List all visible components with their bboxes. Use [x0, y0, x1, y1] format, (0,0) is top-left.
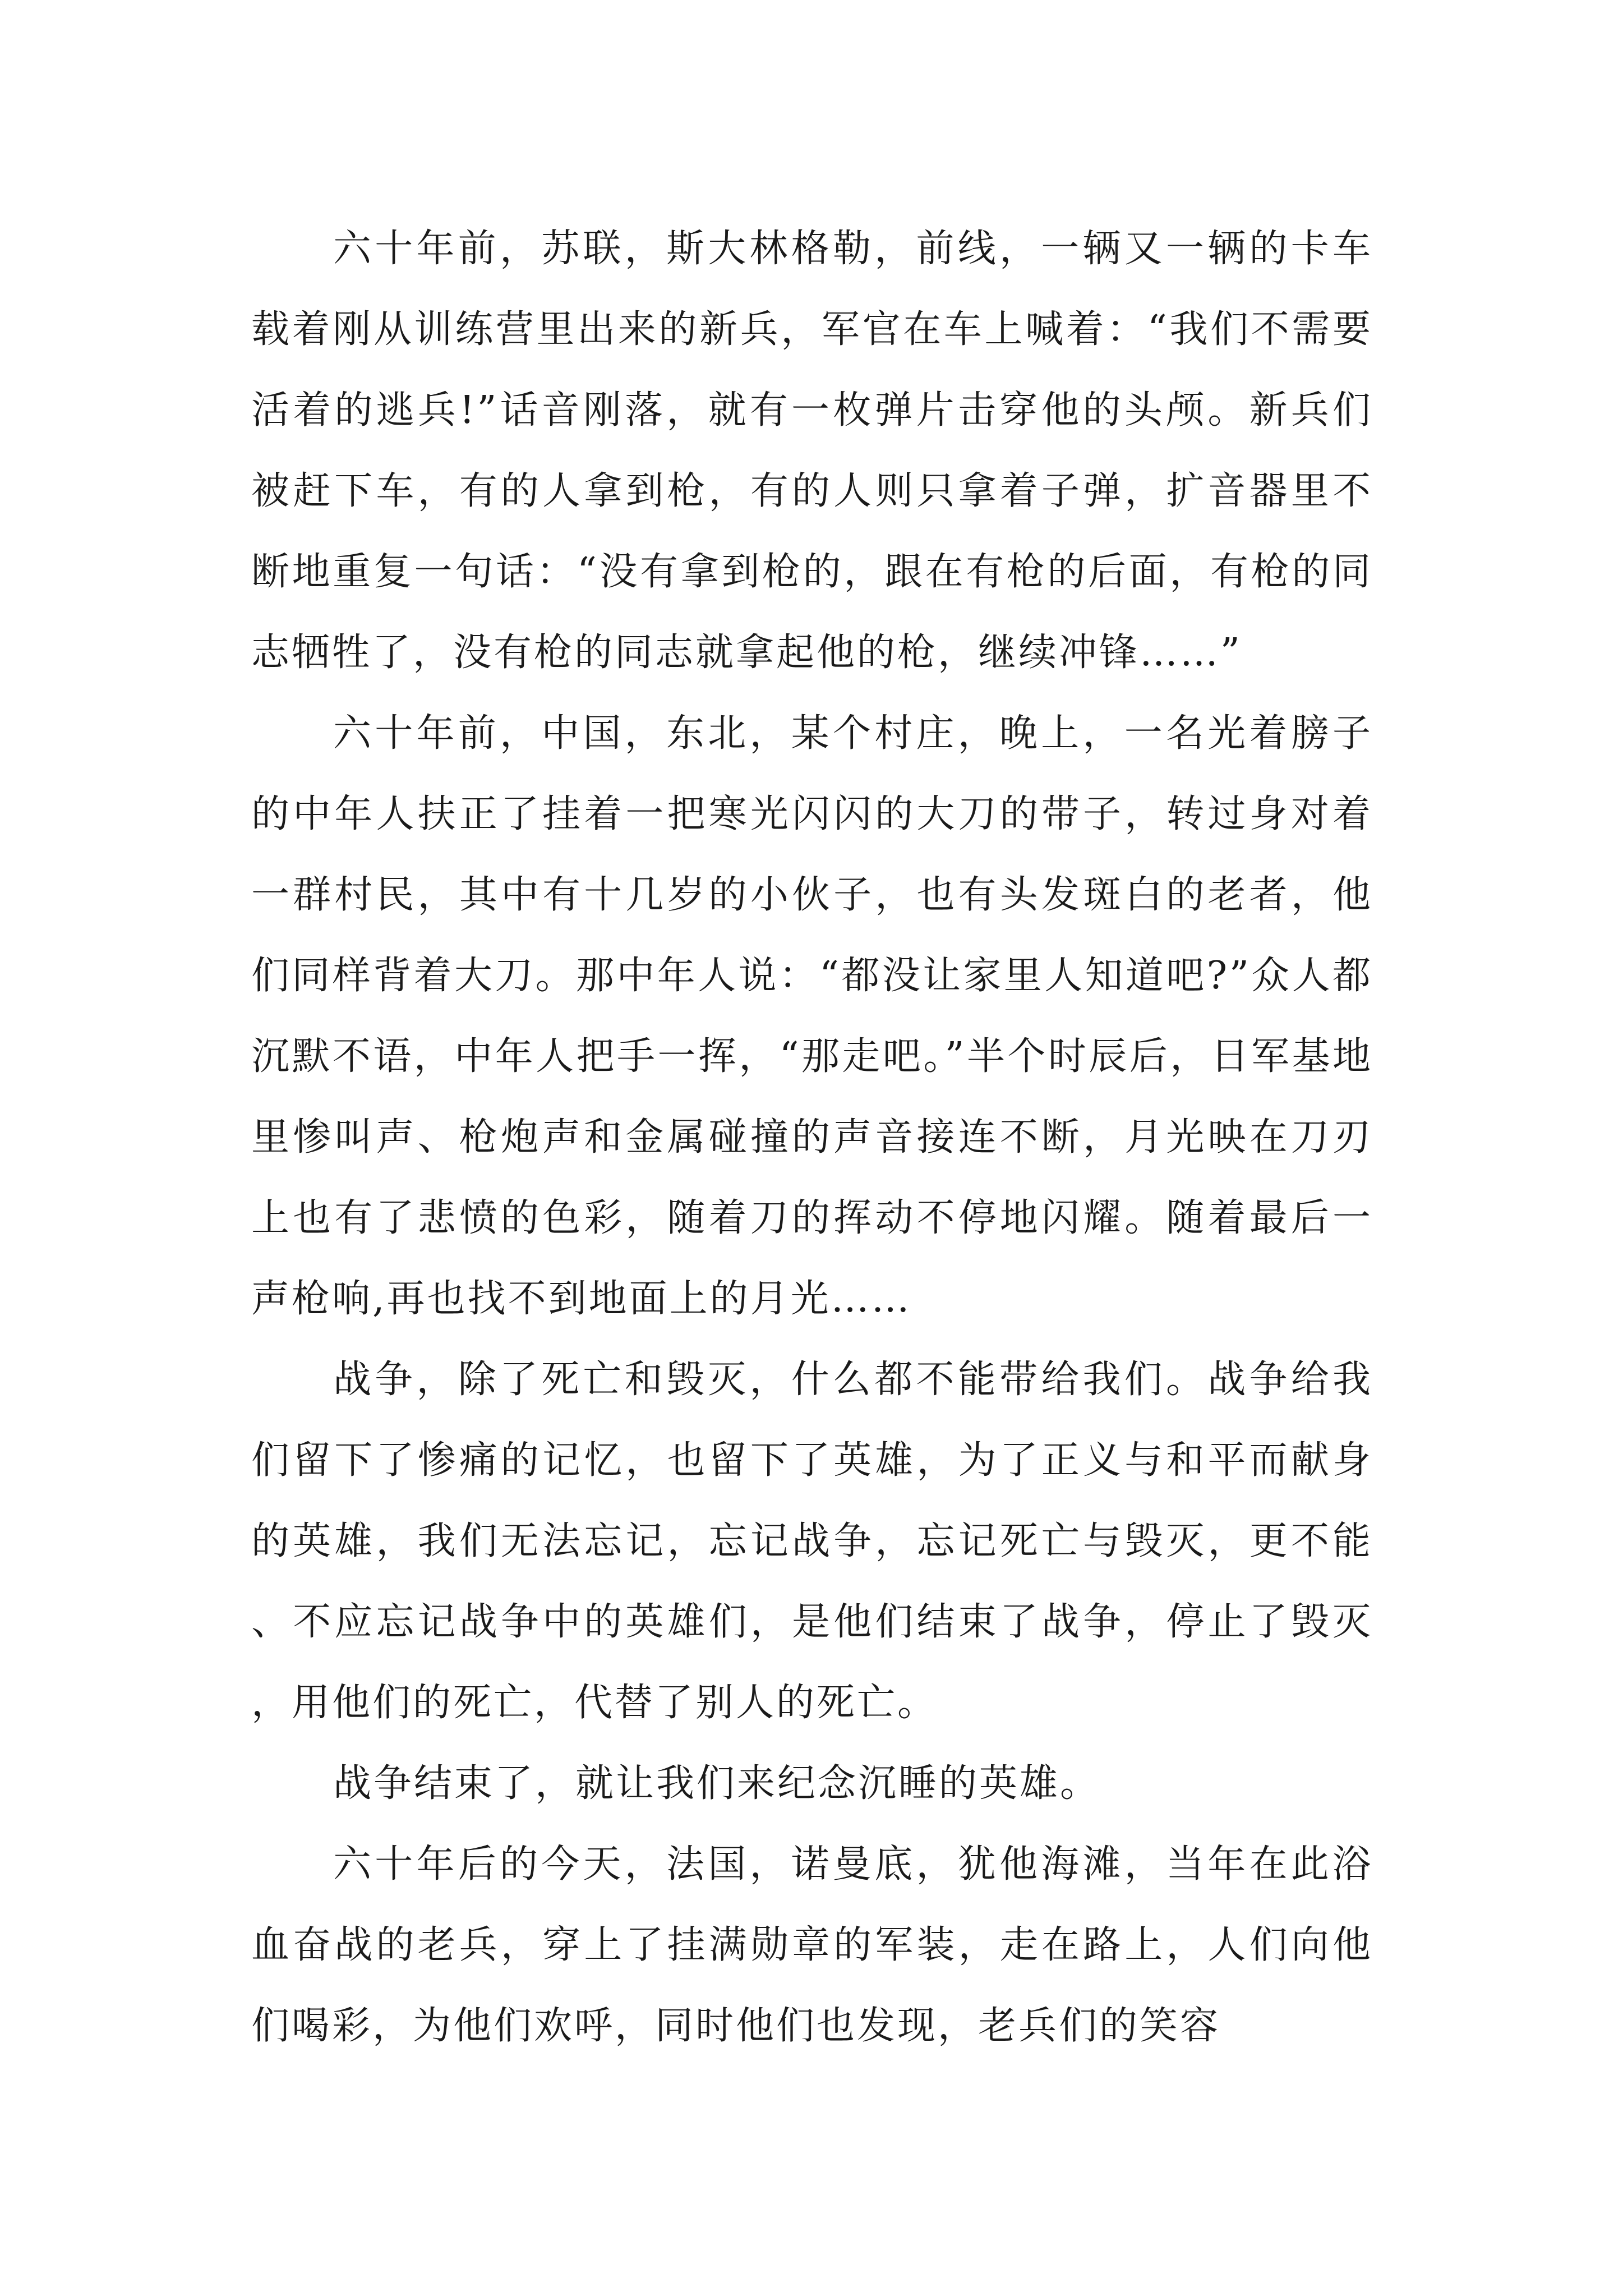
paragraph: 六十年前，苏联，斯大林格勒，前线，一辆又一辆的卡车载着刚从训练营里出来的新兵，军官在车上喊着：“我们不需要活着的逃兵!”话音刚落，就有一枚弹片击穿他的头颅。新兵们被赶下车，有的人拿到枪，有的人则只拿着子弹，扩音器里不断地重复一句话：“没有拿到枪的，跟在有枪的后面，有枪的同志牺牲了，没有枪的同志就拿起他的枪，继续冲锋……” — [251, 227, 1373, 675]
paragraph: 战争，除了死亡和毁灭，什么都不能带给我们。战争给我们留下了惨痛的记忆，也留下了英雄，为了正义与和平而献身的英雄，我们无法忘记，忘记战争，忘记死亡与毁灭，更不能、不应忘记战争中的英雄们，是他们结束了战争，停止了毁灭，用他们的死亡，代替了别人的死亡。 — [251, 1358, 1373, 1725]
paragraph: 六十年后的今天，法国，诺曼底，犹他海滩，当年在此浴血奋战的老兵，穿上了挂满勋章的军装，走在路上，人们向他们喝彩，为他们欢呼，同时他们也发现，老兵们的笑容 — [251, 1842, 1373, 2048]
paragraph: 六十年前，中国，东北，某个村庄，晚上，一名光着膀子的中年人扶正了挂着一把寒光闪闪的大刀的带子，转过身对着一群村民，其中有十几岁的小伙子，也有头发斑白的老者，他们同样背着大刀。那中年人说：“都没让家里人知道吧?”众人都沉默不语，中年人把手一挥，“那走吧。”半个时辰后，日军基地里惨叫声、枪炮声和金属碰撞的声音接连不断，月光映在刀刃上也有了悲愤的色彩，随着刀的挥动不停地闪耀。随着最后一声枪响,再也找不到地面上的月光…… — [251, 711, 1373, 1321]
document-body — [251, 209, 1373, 2067]
paragraph: 战争结束了，就让我们来纪念沉睡的英雄。 — [333, 1761, 1101, 1806]
